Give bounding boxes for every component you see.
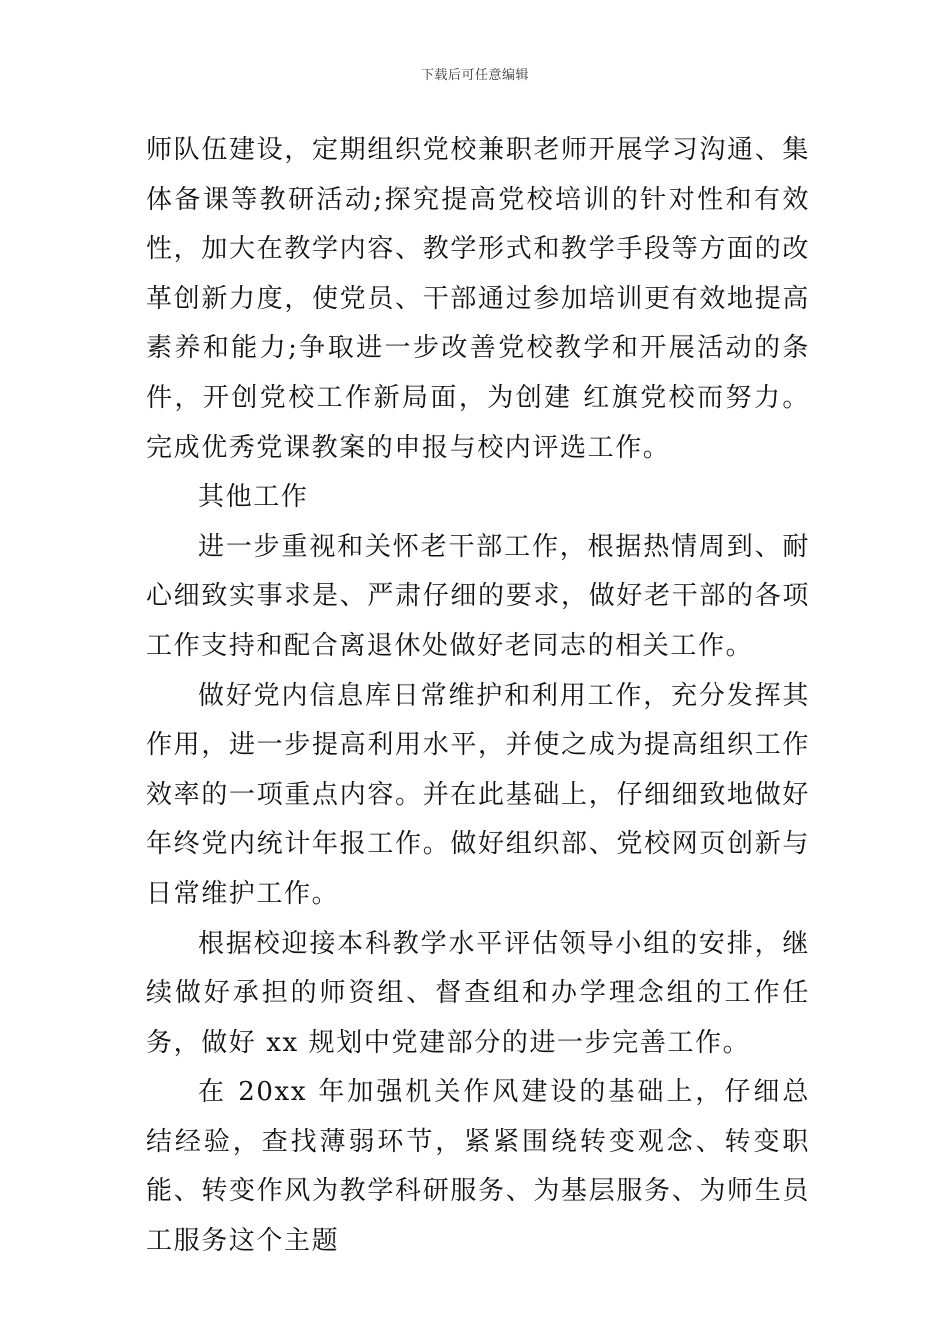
- paragraph-retired-cadres: 进一步重视和关怀老干部工作，根据热情周到、耐心细致实事求是、严肃仔细的要求，做好老干部的各项工作支持和配合离退休处做好老同志的相关工作。: [146, 531, 810, 661]
- section-heading-other-work: 其他工作: [198, 482, 309, 513]
- document-body: [146, 126, 810, 1267]
- paragraph-continuation: 师队伍建设，定期组织党校兼职老师开展学习沟通、集体备课等教研活动;探究提高党校培训的针对性和有效性，加大在教学内容、教学形式和教学手段等方面的改革创新力度，使党员、干部通过参加培训更有效地提高素养和能力;争取进一步改善党校教学和开展活动的条件，开创党校工作新局面，为创建 红旗党校而努力。完成优秀党课教案的申报与校内评选工作。: [146, 135, 810, 463]
- paragraph-teaching-evaluation: 根据校迎接本科教学水平评估领导小组的安排，继续做好承担的师资组、督查组和办学理念组的工作任务，做好 xx 规划中党建部分的进一步完善工作。: [146, 928, 810, 1058]
- paragraph-work-style: 在 20xx 年加强机关作风建设的基础上，仔细总结经验，查找薄弱环节，紧紧围绕转变观念、转变职能、转变作风为教学科研服务、为基层服务、为师生员工服务这个主题: [146, 1077, 810, 1257]
- page-header: 下载后可任意编辑: [420, 68, 529, 83]
- paragraph-party-database: 做好党内信息库日常维护和利用工作，充分发挥其作用，进一步提高利用水平，并使之成为提高组织工作效率的一项重点内容。并在此基础上，仔细细致地做好年终党内统计年报工作。做好组织部、党校网页创新与日常维护工作。: [146, 680, 810, 909]
